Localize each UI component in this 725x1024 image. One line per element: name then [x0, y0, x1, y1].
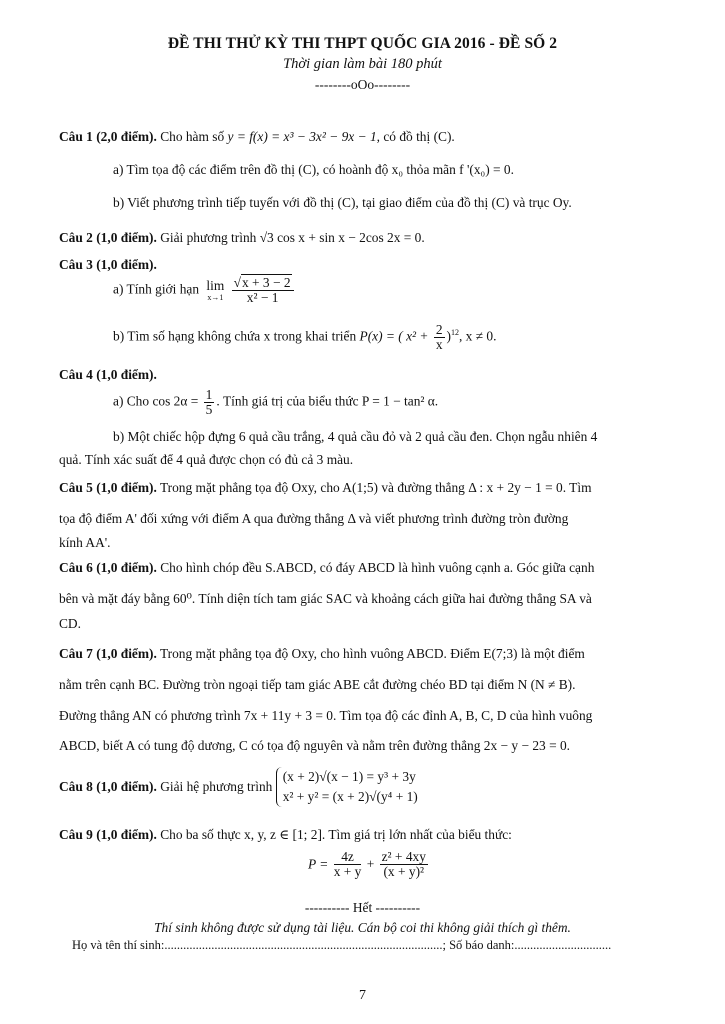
q8-label: Câu 8 (1,0 điểm). — [59, 779, 157, 794]
exam-duration: Thời gian làm bài 180 phút — [283, 56, 442, 72]
q3a-numerator: √x + 3 − 2 — [232, 276, 294, 291]
question-1 — [59, 129, 671, 145]
q8-eq1: (x + 2)√(x − 1) = y³ + 3y — [282, 769, 416, 784]
q4-label: Câu 4 (1,0 điểm). — [59, 367, 157, 382]
q7-line4: ABCD, biết A có tung độ dương, C có tọa độ nguyên và nằm trên đường thẳng 2x − y − 23 = 0. — [59, 738, 571, 753]
q4a-fraction — [204, 388, 215, 417]
q9-expression — [308, 850, 430, 879]
q1-part-a: a) Tìm tọa độ các điểm trên đồ thị (C), có hoành độ x₀ thỏa mãn f '(x₀) = 0. — [113, 162, 514, 177]
footer-note: Thí sinh không được sử dụng tài liệu. Cán bộ coi thi không giải thích gì thêm. — [154, 920, 571, 935]
q4-part-b-line2: quả. Tính xác suất để 4 quả được chọn có đủ cả 3 màu. — [59, 452, 354, 467]
question-8 — [59, 767, 671, 807]
q1-label: Câu 1 (2,0 điểm). — [59, 129, 157, 144]
q3a-sqrt: x + 3 − 2 — [241, 275, 291, 290]
q3b-formula: P(x) = ( x² + — [359, 328, 432, 344]
q7-line2: nằm trên cạnh BC. Đường tròn ngoại tiếp tam giác ABE cắt đường chéo BD tại điểm N (N ≠ B). — [59, 677, 576, 692]
q9-fraction-2 — [380, 850, 428, 879]
question-3 — [59, 257, 671, 273]
exam-title: ĐỀ THI THỬ KỲ THI THPT QUỐC GIA 2016 - ĐỀ SỐ 2 — [167, 35, 558, 52]
q3a-fraction — [232, 276, 294, 305]
q9-f1-num: 4z — [334, 850, 362, 865]
q4a-text: a) Cho — [113, 393, 150, 409]
q3-part-a — [113, 276, 725, 305]
q3a-lim-sub: x→1 — [207, 293, 224, 302]
question-4 — [59, 367, 671, 383]
q6-label: Câu 6 (1,0 điểm). — [59, 560, 157, 575]
q9-f2-den: (x + y)² — [383, 864, 425, 879]
q1-formula: y = f(x) = x³ − 3x² − 9x − 1 — [227, 129, 377, 144]
q8-eq2: x² + y² = (x + 2)√(y⁴ + 1) — [282, 789, 418, 804]
q4-part-a — [113, 388, 725, 417]
q5-line2: tọa độ điểm A' đối xứng với điểm A qua đường thẳng Δ và viết phương trình đường tròn đường — [59, 511, 569, 526]
q3b-numerator: 2 — [435, 322, 443, 337]
q3b-text: b) Tìm số hạng không chứa x trong khai triển — [113, 328, 357, 344]
q9-text: Cho ba số thực x, y, z ∈ [1; 2]. Tìm giá trị lớn nhất của biểu thức: — [160, 827, 512, 842]
page-number: 7 — [359, 988, 366, 1003]
q8-system — [276, 767, 418, 807]
q1-text: Cho hàm số — [160, 129, 225, 144]
question-6 — [59, 560, 671, 576]
q9-plus: + — [366, 856, 375, 872]
q7-label: Câu 7 (1,0 điểm). — [59, 646, 157, 661]
header-separator: --------oOo-------- — [314, 77, 411, 92]
question-7 — [59, 646, 671, 662]
q6-line1: Cho hình chóp đều S.ABCD, có đáy ABCD là hình vuông cạnh a. Góc giữa cạnh — [160, 560, 595, 575]
q4-part-b-line1: b) Một chiếc hộp đựng 6 quả cầu trắng, 4 quả cầu đỏ và 2 quả cầu đen. Chọn ngẫu nhiên 4 — [113, 429, 598, 444]
q4a-tail: . Tính giá trị của biểu thức P = 1 − tan² α. — [216, 393, 439, 409]
q9-p: P = — [308, 856, 329, 872]
candidate-info-line: Họ và tên thí sinh:.........................................................................................; Số báo danh:............................... — [72, 938, 612, 952]
q3a-denominator: x² − 1 — [246, 290, 279, 305]
q9-f2-num: z² + 4xy — [381, 849, 426, 864]
q8-text: Giải hệ phương trình — [160, 779, 273, 794]
question-2 — [59, 230, 671, 246]
q3b-tail: , x ≠ 0. — [458, 328, 497, 344]
q7-line1: Trong mặt phẳng tọa độ Oxy, cho hình vuông ABCD. Điểm E(7;3) là một điểm — [159, 646, 585, 661]
q9-fraction-1 — [334, 850, 362, 879]
q5-label: Câu 5 (1,0 điểm). — [59, 480, 157, 495]
q4a-cos: cos 2α = — [152, 393, 199, 409]
q5-line3: kính AA'. — [59, 535, 111, 550]
q3-part-b: b) Tìm số hạng không chứa x trong khai triển P(x) = ( x² + $\frac{2}{x}$ )$^{12}$, x ≠ 0. — [113, 322, 497, 352]
q5-line1: Trong mặt phẳng tọa độ Oxy, cho A(1;5) và đường thẳng Δ : x + 2y − 1 = 0. Tìm — [159, 480, 592, 495]
q1-tail: , có đồ thị (C). — [376, 129, 455, 144]
q2-label: Câu 2 (1,0 điểm). — [59, 230, 157, 245]
q6-line3: CD. — [59, 616, 81, 631]
question-5 — [59, 480, 671, 496]
q1-part-b: b) Viết phương trình tiếp tuyến với đồ thị (C), tại giao điểm của đồ thị (C) và trục Oy. — [113, 195, 572, 210]
q3a-limit — [206, 279, 224, 302]
q9-label: Câu 9 (1,0 điểm). — [59, 827, 157, 842]
q3b-denominator: x — [435, 337, 443, 352]
question-9 — [59, 827, 671, 843]
q9-f1-den: x + y — [333, 864, 362, 879]
end-marker: ---------- Hết ---------- — [304, 900, 421, 915]
q4a-numerator: 1 — [205, 387, 213, 402]
q6-line2: bên và mặt đáy bằng 60⁰. Tính diện tích tam giác SAC và khoảng cách giữa hai đường thẳng SA và — [59, 591, 592, 606]
q3-label: Câu 3 (1,0 điểm). — [59, 257, 157, 272]
q2-text: Giải phương trình √3 cos x + sin x − 2cos 2x = 0. — [160, 230, 425, 245]
q3a-text: a) Tính giới hạn — [113, 281, 200, 297]
q3b-exponent: 12 — [450, 328, 459, 338]
q7-line3: Đường thẳng AN có phương trình 7x + 11y + 3 = 0. Tìm tọa độ các đỉnh A, B, C, D của hình vuông — [59, 708, 593, 723]
q3a-lim: lim — [206, 278, 225, 293]
q3b-fraction — [434, 323, 445, 352]
q4a-denominator: 5 — [205, 402, 213, 417]
